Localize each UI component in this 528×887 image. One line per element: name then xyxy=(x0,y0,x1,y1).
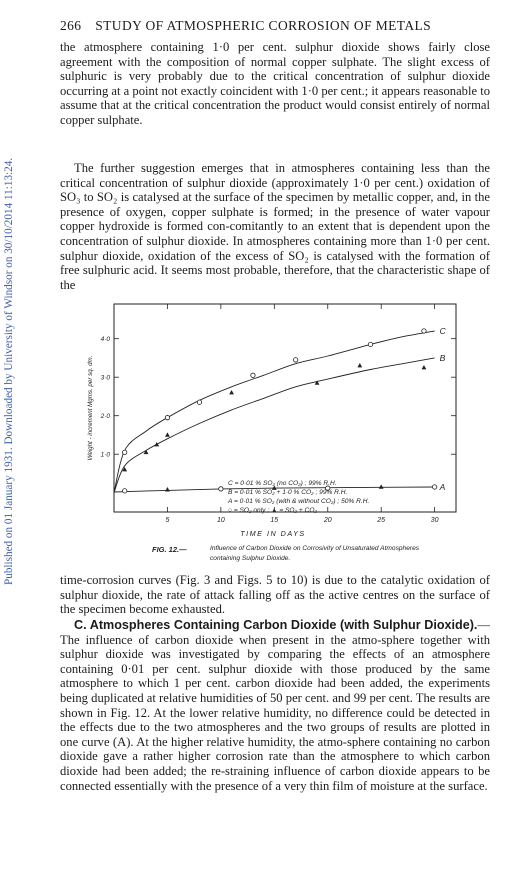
curve-c xyxy=(114,331,435,493)
x-axis-label: TIME IN DAYS xyxy=(240,529,306,538)
legend-line-a: A = 0·01 % SO₂ (with & without CO₂) ; 50% R.H. xyxy=(228,498,370,505)
caption-text: Influence of Carbon Dioxide on Corrosivity of Unsaturated Atmospheres containing Sulphur Dioxide. xyxy=(210,545,420,562)
point-c-circle xyxy=(422,329,426,333)
y-axis-label: Weight - increment Mgms. per sq. dm. xyxy=(87,355,94,461)
caption-text-box xyxy=(210,544,440,572)
point-c-circle xyxy=(368,342,372,346)
running-head xyxy=(60,18,490,34)
y-tick-label: 1·0 xyxy=(100,451,110,459)
caption-label: FIG. 12.— xyxy=(152,545,187,554)
point-a-circle xyxy=(122,489,126,493)
curve-b xyxy=(114,358,435,493)
point-b-triangle xyxy=(229,390,234,394)
legend-line-c: C = 0·01 % SO₂ (no CO₂) ; 99% R.H. xyxy=(228,480,337,487)
chart xyxy=(60,296,490,576)
point-b-triangle xyxy=(422,365,427,369)
point-c-circle xyxy=(251,373,255,377)
point-b-triangle xyxy=(357,363,362,367)
point-a-triangle xyxy=(379,484,384,488)
paragraph-4-body: —The influence of carbon dioxide when present in the atmo-sphere together with sulphur dioxide was investigated by comparing the effects of an atmosphere containing 0·01 per cent. sulphur dioxide with those produced by the same atmosphere to which 1 per cent. carbon dioxide had been added, the experiments being duplicated at relative humidities of 50 per cent. and 99 per cent. The results are shown in Fig. 12. At the lower relative humidity, no difference could be detected in the effects due to the two atmospheres and the two groups of results are plotted in one curve (A). At the higher relative humidity, the atmo-sphere containing no carbon dioxide gave a rather higher corrosion rate than the atmosphere to which carbon dioxide had been added; the re-straining influence of carbon dioxide appears to be connected essentially with the presence of a very thin film of moisture at the surface. xyxy=(60,618,490,793)
section-heading-c: C. Atmospheres Containing Carbon Dioxide (with Sulphur Dioxide). xyxy=(74,618,478,632)
point-a-circle xyxy=(219,487,223,491)
running-title: STUDY OF ATMOSPHERIC CORROSION OF METALS xyxy=(95,18,432,33)
download-notice-text: Published on 01 January 1931. Downloaded by University of Windsor on 30/10/2014 11:13:24. xyxy=(3,157,15,585)
point-b-triangle xyxy=(165,432,170,436)
figure-caption xyxy=(152,544,440,572)
x-tick-label: 5 xyxy=(165,517,170,524)
point-a-triangle xyxy=(165,487,170,491)
paragraph-1: the atmosphere containing 1·0 per cent. sulphur dioxide shows fairly close agreement with the composition of normal copper sulphate. The slight excess of sulphuric is very probably due to the critical concentration of sulphur dioxide occurring at a point not exactly coincident with 1·0 per cent.; it appears reasonable to assume that at the critical concentration the product would consist entirely of normal copper sulphate. xyxy=(60,40,490,127)
series-label-c: C xyxy=(439,325,446,336)
paragraph-3: time-corrosion curves (Fig. 3 and Figs. 5 to 10) is due to the catalytic oxidation of sulphur dioxide, the rate of attack falling off as the active centres on the surface of the specimen become exhausted. xyxy=(60,573,490,617)
x-tick-label: 25 xyxy=(377,517,386,524)
paragraph-4 xyxy=(60,618,490,793)
point-c-circle xyxy=(122,450,126,454)
x-tick-label: 10 xyxy=(216,517,225,524)
point-c-circle xyxy=(165,415,169,419)
point-a-circle xyxy=(432,485,436,489)
download-notice xyxy=(3,135,15,585)
y-tick-label: 2·0 xyxy=(100,413,110,421)
chart-marks xyxy=(122,329,437,493)
chart-legend xyxy=(227,480,369,514)
point-c-circle xyxy=(197,400,201,404)
x-tick-label: 20 xyxy=(323,517,332,524)
y-tick-label: 4·0 xyxy=(100,336,110,344)
legend-line-markers: ○ = SO₂ only ; ▲ = SO₂ + CO₂ xyxy=(228,507,317,514)
series-label-a: A xyxy=(439,481,446,492)
paragraph-2: The further suggestion emerges that in atmospheres containing less than the critical concentration of sulphur dioxide (approximately 1·0 per cent.) oxidation of SO₃ to SO₂ is catalysed at the surface of the specimen by metallic copper, and, in the presence of oxygen, copper sulphate is formed; in the presence of water vapour copper hydroxide is formed con-comitantly to an extent that is dependent upon the concentration of sulphur dioxide. In atmospheres containing more than 1·0 per cent. sulphur dioxide, oxidation of the excess of SO₂ is catalysed with the formation of free sulphuric acid. It seems most probable, therefore, that the characteristic shape of the xyxy=(60,161,490,292)
legend-line-b: B = 0·01 % SO₂ + 1·0 % CO₂ ; 99% R.H. xyxy=(228,489,348,496)
point-b-triangle xyxy=(154,442,159,446)
point-c-circle xyxy=(293,358,297,362)
series-label-b: B xyxy=(439,352,446,363)
x-tick-label: 30 xyxy=(430,517,439,524)
y-tick-label: 3·0 xyxy=(100,374,110,382)
figure-12 xyxy=(60,296,490,576)
chart-curves xyxy=(114,331,435,493)
page-number: 266 xyxy=(60,18,82,33)
x-tick-label: 15 xyxy=(270,517,279,524)
